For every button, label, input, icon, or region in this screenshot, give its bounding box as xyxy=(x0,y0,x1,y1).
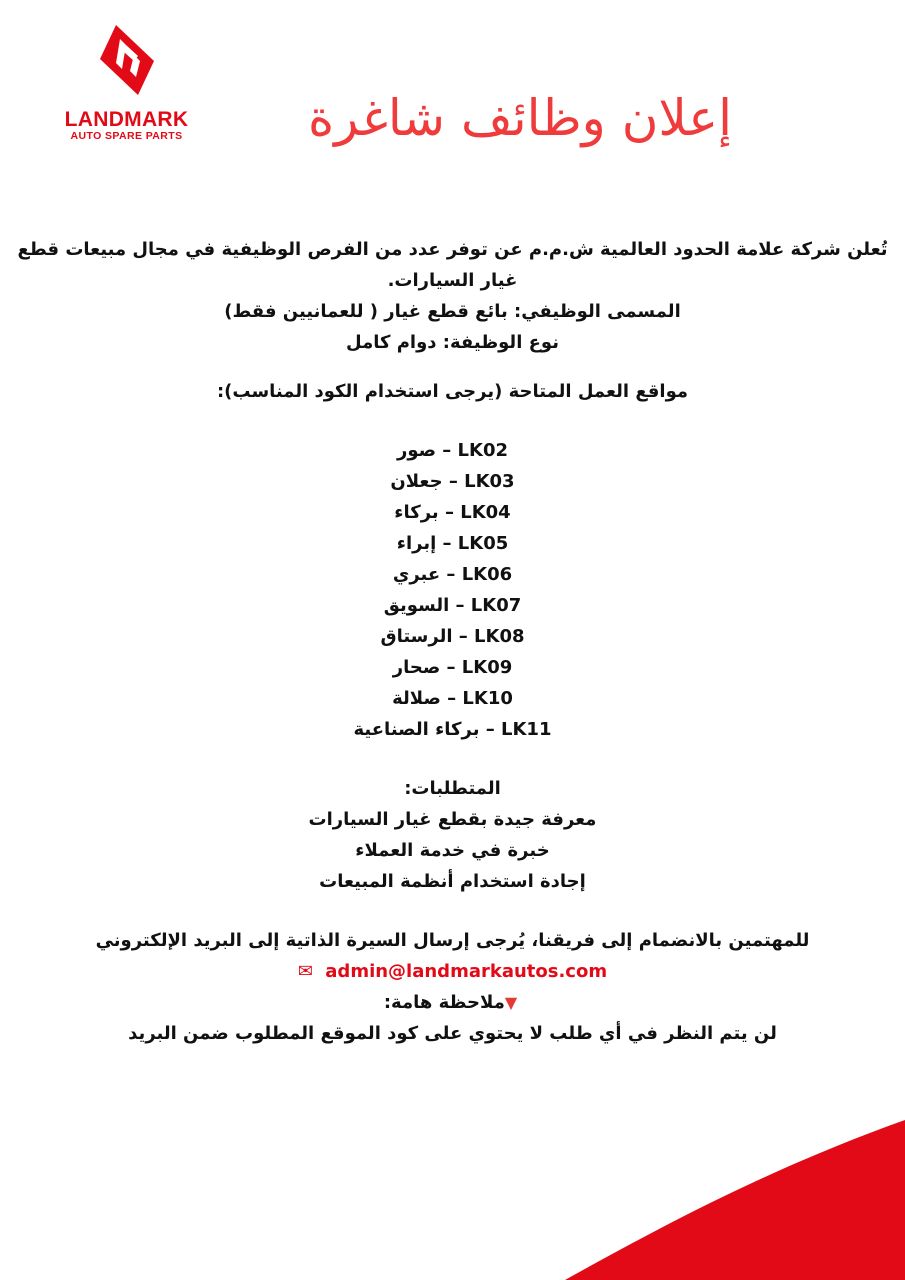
location-item: LK02 – صور xyxy=(396,440,509,461)
company-logo xyxy=(40,25,210,150)
requirement-item: خبرة في خدمة العملاء xyxy=(355,840,550,861)
red-corner-decoration xyxy=(565,1120,905,1280)
note-heading: ملاحظة هامة: xyxy=(383,992,505,1013)
requirement-item: إجادة استخدام أنظمة المبيعات xyxy=(319,871,586,892)
envelope-icon: ✉ xyxy=(297,961,313,982)
location-item: LK11 – بركاء الصناعية xyxy=(353,719,552,740)
note-text: لن يتم النظر في أي طلب لا يحتوي على كود الموقع المطلوب ضمن البريد xyxy=(128,1023,777,1044)
job-type-line: نوع الوظيفة: دوام كامل xyxy=(346,332,559,353)
location-item: LK04 – بركاء xyxy=(394,502,511,523)
location-item: LK10 – صلالة xyxy=(392,688,513,709)
page-title: إعلان وظائف شاغرة xyxy=(308,89,732,147)
requirement-item: معرفة جيدة بقطع غيار السيارات xyxy=(308,809,597,830)
logo-tagline: AUTO SPARE PARTS xyxy=(70,130,183,142)
location-item: LK08 – الرستاق xyxy=(380,626,525,647)
intro-paragraph: تُعلن شركة علامة الحدود العالمية ش.م.م عن توفر عدد من الفرص الوظيفية في مجال مبيعات قطع غيار السيارات. xyxy=(17,239,888,291)
red-down-triangle-icon: ▼ xyxy=(504,993,518,1012)
email-link[interactable]: admin@landmarkautos.com xyxy=(325,961,608,982)
logo-name: LANDMARK xyxy=(64,108,189,131)
note-heading-line xyxy=(0,987,905,1018)
location-item: LK05 – إبراء xyxy=(396,533,509,554)
location-item: LK07 – السويق xyxy=(383,595,522,616)
requirements-heading: المتطلبات: xyxy=(404,778,501,799)
landmark-logo-mark xyxy=(98,25,154,95)
job-title-line: المسمى الوظيفي: بائع قطع غيار ( للعمانيين فقط) xyxy=(224,301,681,322)
location-item: LK06 – عبري xyxy=(392,564,513,585)
locations-list xyxy=(0,435,905,745)
announcement-body xyxy=(0,234,905,1049)
email-line xyxy=(0,956,905,987)
location-item: LK03 – جعلان xyxy=(390,471,515,492)
location-item: LK09 – صحار xyxy=(392,657,513,678)
locations-heading: مواقع العمل المتاحة (يرجى استخدام الكود المناسب): xyxy=(216,381,688,402)
apply-instructions: للمهتمين بالانضمام إلى فريقنا، يُرجى إرسال السيرة الذاتية إلى البريد الإلكتروني xyxy=(95,930,810,951)
